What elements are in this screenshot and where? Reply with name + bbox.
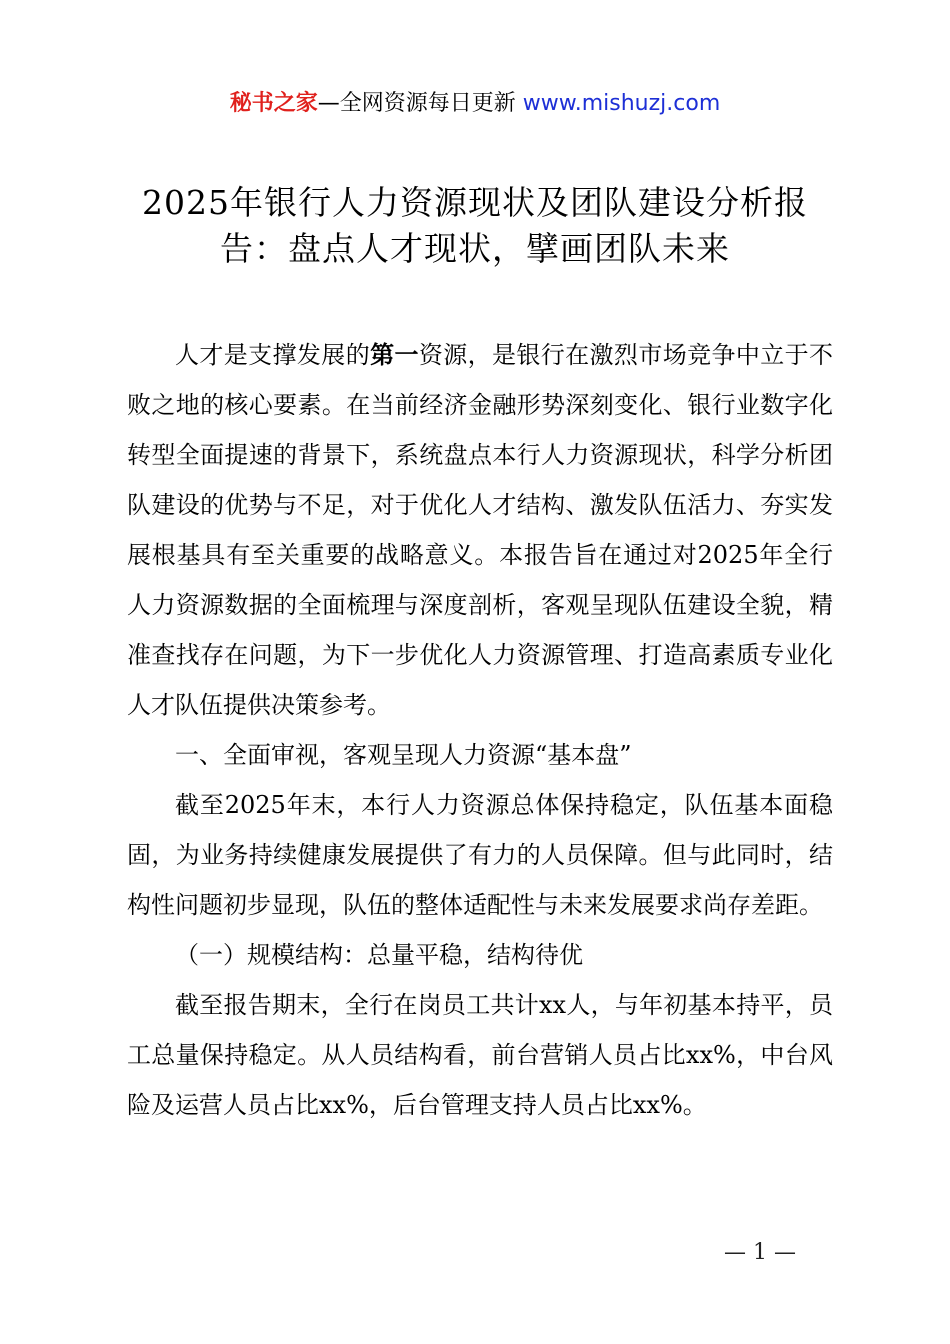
title-line-1: 2025年银行人力资源现状及团队建设分析报 bbox=[142, 183, 808, 222]
title-line-2: 告：盘点人才现状，擘画团队未来 bbox=[220, 229, 730, 268]
header-tagline: —全网资源每日更新 bbox=[317, 91, 523, 116]
section-1-paragraph: 截至2025年末，本行人力资源总体保持稳定，队伍基本面稳固，为业务持续健康发展提供了有力的人员保障。但与此同时，结构性问题初步显现，队伍的整体适配性与未来发展要求尚存差距。 bbox=[127, 791, 833, 919]
intro-bold-emphasis: 第一 bbox=[370, 340, 419, 369]
intro-paragraph bbox=[127, 330, 833, 730]
page-number: — 1 — bbox=[724, 1240, 796, 1265]
site-url-link[interactable]: www.mishuzj.com bbox=[522, 91, 721, 116]
subsection-1-heading: （一）规模结构：总量平稳，结构待优 bbox=[175, 941, 583, 969]
subsection-1-paragraph: 截至报告期末，全行在岗员工共计xx人，与年初基本持平，员工总量保持稳定。从人员结构看，前台营销人员占比xx%，中台风险及运营人员占比xx%，后台管理支持人员占比xx%。 bbox=[127, 991, 833, 1119]
brand-name: 秘书之家 bbox=[229, 91, 318, 116]
intro-text-start: 人才是支撑发展的 bbox=[175, 341, 371, 369]
document-title bbox=[110, 180, 840, 272]
site-header bbox=[0, 86, 950, 122]
section-1-heading: 一、全面审视，客观呈现人力资源“基本盘” bbox=[175, 741, 632, 769]
intro-text-rest: 资源，是银行在激烈市场竞争中立于不败之地的核心要素。在当前经济金融形势深刻变化、银行业数字化转型全面提速的背景下，系统盘点本行人力资源现状，科学分析团队建设的优势与不足，对于优化人才结构、激发队伍活力、夯实发展根基具有至关重要的战略意义。本报告旨在通过对2025年全行人力资源数据的全面梳理与深度剖析，客观呈现队伍建设全貌，精准查找存在问题，为下一步优化人力资源管理、打造高素质专业化人才队伍提供决策参考。 bbox=[127, 341, 834, 719]
document-body bbox=[127, 330, 833, 1130]
